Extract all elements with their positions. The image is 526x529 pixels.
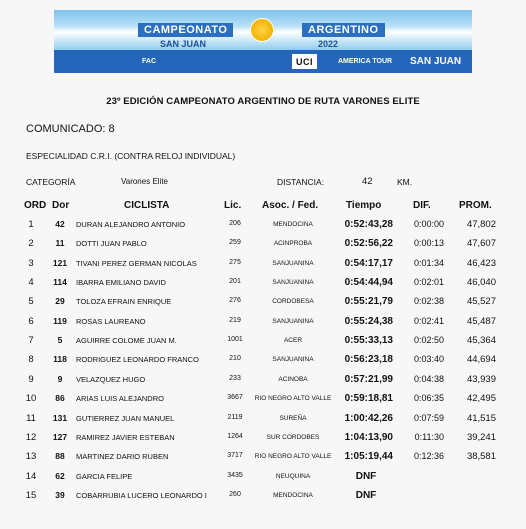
asoc-cell: ACINPROBA [273, 240, 313, 248]
prom-cell: 47,607 [466, 238, 496, 250]
ord-cell: 15 [25, 489, 37, 501]
asoc-cell: SUREÑA [279, 414, 307, 422]
dor-cell: 42 [55, 219, 65, 229]
dif-cell: 0:02:50 [413, 335, 444, 346]
ord-cell: 14 [25, 470, 37, 482]
tiempo-cell: 0:55:21,79 [344, 296, 393, 308]
table-row [0, 316, 526, 332]
header-ord: ORD [24, 200, 47, 211]
ord-cell: 1 [28, 219, 34, 230]
ciclista-cell: RODRIGUEZ LEONARDO FRANCO [76, 355, 199, 365]
lic-cell: 210 [229, 355, 241, 363]
prom-cell: 47,802 [466, 219, 496, 230]
header-lic: Lic. [224, 200, 242, 211]
ciclista-cell: DOTTI JUAN PABLO [76, 239, 147, 249]
asoc-cell: SUR CORDOBES [266, 433, 320, 441]
categoria-value: Varones Elite [121, 177, 168, 186]
ciclista-cell: RAMIREZ JAVIER ESTEBAN [76, 432, 175, 442]
ord-cell: 11 [26, 412, 36, 424]
lic-cell: 3435 [227, 471, 243, 479]
dif-cell: 0:06:35 [413, 393, 444, 404]
tiempo-cell: DNF [355, 470, 377, 482]
san-juan-logo: SAN JUAN [410, 56, 462, 67]
lic-cell: 3667 [227, 394, 243, 402]
header-prom: PROM. [459, 200, 492, 211]
comunicado-label: COMUNICADO: 8 [26, 123, 115, 135]
lic-cell: 1264 [227, 432, 243, 440]
ord-cell: 13 [25, 451, 37, 463]
prom-cell: 45,487 [466, 315, 496, 327]
tiempo-cell: 0:54:17,17 [344, 257, 393, 269]
ciclista-cell: DURAN ALEJANDRO ANTONIO [76, 220, 186, 229]
dor-cell: 127 [52, 431, 68, 442]
banner-subtitle-left: SAN JUAN [160, 39, 207, 49]
especialidad-label: ESPECIALIDAD C.R.I. (CONTRA RELOJ INDIVIDUAL) [26, 151, 236, 161]
prom-cell: 46,423 [466, 257, 496, 269]
dif-cell: 0:12:36 [413, 451, 444, 462]
ciclista-cell: AGUIRRE COLOME JUAN M. [76, 336, 177, 346]
tiempo-cell: 0:56:23,18 [344, 354, 393, 366]
asoc-cell: ACER [283, 337, 303, 345]
asoc-cell: RIO NEGRO ALTO VALLE [254, 453, 332, 461]
ciclista-cell: IBARRA EMILIANO DAVID [76, 278, 166, 288]
header-ciclista: CICLISTA [124, 200, 170, 211]
table-row [0, 413, 526, 429]
ord-cell: 7 [28, 335, 34, 347]
table-row [0, 277, 526, 293]
table-row [0, 490, 526, 506]
lic-cell: 206 [229, 220, 241, 227]
tiempo-cell: 1:04:13,90 [344, 431, 393, 443]
tiempo-cell: 0:54:44,94 [344, 277, 393, 289]
tiempo-cell: 0:55:33,13 [344, 335, 393, 347]
tiempo-cell: 0:52:43,28 [344, 219, 393, 230]
header-dif: DIF. [413, 200, 431, 211]
tiempo-cell: 0:59:18,81 [344, 393, 393, 405]
header-asoc: Asoc. / Fed. [262, 200, 319, 211]
table-row [0, 393, 526, 409]
prom-cell: 38,581 [466, 451, 496, 463]
distancia-unit: KM. [397, 177, 413, 187]
prom-cell: 41,515 [466, 412, 496, 424]
dif-cell: 0:01:34 [413, 257, 444, 268]
lic-cell: 260 [229, 490, 241, 498]
dor-cell: 9 [57, 373, 63, 384]
ciclista-cell: ARIAS LUIS ALEJANDRO [76, 394, 164, 404]
dif-cell: 0:11:30 [414, 431, 444, 442]
ciclista-cell: ROSAS LAUREANO [76, 316, 146, 326]
dor-cell: 119 [53, 315, 67, 326]
lic-cell: 2119 [227, 413, 243, 421]
dor-cell: 29 [55, 296, 65, 307]
lic-cell: 275 [229, 258, 241, 266]
header-dor: Dor [52, 200, 70, 211]
asoc-cell: SANJUANINA [272, 259, 314, 267]
table-row [0, 258, 526, 274]
prom-cell: 42,495 [466, 393, 496, 405]
prom-cell: 46,040 [466, 277, 496, 289]
dif-cell: 0:02:38 [413, 296, 444, 307]
banner-title-right: ARGENTINO [302, 23, 385, 37]
ciclista-cell: COBARRUBIA LUCERO LEONARDO I [76, 490, 207, 500]
table-row [0, 354, 526, 370]
tiempo-cell: 0:52:56,22 [344, 238, 393, 250]
dif-cell: 0:03:40 [413, 354, 444, 365]
prom-cell: 43,939 [466, 373, 496, 385]
asoc-cell: SANJUANINA [272, 279, 314, 287]
lic-cell: 276 [229, 297, 241, 305]
prom-cell: 39,241 [466, 431, 496, 443]
ord-cell: 2 [28, 238, 34, 250]
table-row [0, 238, 526, 254]
prom-cell: 45,527 [466, 296, 496, 308]
ciclista-cell: TOLOZA EFRAIN ENRIQUE [76, 297, 172, 307]
dor-cell: 5 [57, 335, 63, 346]
america-tour-logo: AMERICA TOUR [338, 58, 393, 65]
ord-cell: 3 [28, 257, 34, 269]
table-row [0, 451, 526, 467]
dor-cell: 131 [52, 412, 68, 423]
table-row [0, 432, 526, 448]
distancia-value: 42 [362, 176, 373, 187]
dor-cell: 88 [55, 451, 65, 462]
lic-cell: 1001 [227, 336, 243, 344]
fac-logo: FAC [142, 58, 156, 65]
ciclista-cell: GARCIA FELIPE [76, 471, 133, 481]
dor-cell: 121 [52, 257, 68, 268]
uci-logo: UCI [292, 54, 317, 69]
lic-cell: 219 [229, 316, 241, 324]
dor-cell: 118 [53, 354, 67, 365]
ord-cell: 9 [28, 373, 34, 385]
table-row [0, 219, 526, 235]
lic-cell: 201 [229, 278, 241, 286]
prom-cell: 45,364 [466, 335, 496, 347]
tiempo-cell: DNF [355, 489, 377, 501]
dif-cell: 0:00:13 [413, 238, 444, 249]
table-row [0, 471, 526, 487]
tiempo-cell: 1:05:19,44 [344, 451, 393, 463]
asoc-cell: SANJUANINA [272, 317, 314, 325]
ciclista-cell: MARTINEZ DARIO RUBEN [76, 452, 169, 462]
dor-cell: 39 [55, 489, 65, 500]
asoc-cell: CORDOBESA [272, 298, 314, 306]
lic-cell: 3717 [227, 452, 243, 460]
header-tiempo: Tiempo [346, 200, 382, 211]
ord-cell: 6 [28, 315, 34, 327]
ord-cell: 10 [25, 393, 37, 405]
lic-cell: 259 [229, 239, 241, 247]
ciclista-cell: GUTIERREZ JUAN MANUEL [76, 413, 175, 423]
tiempo-cell: 0:55:24,38 [344, 315, 393, 327]
ciclista-cell: TIVANI PEREZ GERMAN NICOLAS [76, 258, 197, 268]
ord-cell: 8 [28, 354, 34, 366]
asoc-cell: RIO NEGRO ALTO VALLE [254, 395, 332, 403]
dif-cell: 0:07:59 [413, 412, 444, 423]
dif-cell: 0:00:00 [413, 219, 444, 229]
asoc-cell: NEUQUINA [275, 472, 311, 480]
dor-cell: 86 [55, 393, 65, 404]
dif-cell: 0:02:01 [413, 277, 444, 288]
table-row [0, 335, 526, 351]
sun-emblem-icon [250, 18, 274, 42]
asoc-cell: ACINOBA [278, 375, 308, 383]
tiempo-cell: 0:57:21,99 [344, 373, 393, 385]
tiempo-cell: 1:00:42,26 [344, 412, 393, 424]
ord-cell: 5 [28, 296, 34, 308]
banner-title-left: CAMPEONATO [138, 23, 233, 37]
distancia-label: DISTANCIA: [277, 177, 325, 187]
ord-cell: 4 [28, 277, 34, 289]
document-title: 23º EDICIÓN CAMPEONATO ARGENTINO DE RUTA VARONES ELITE [106, 96, 420, 107]
prom-cell: 44,694 [466, 354, 496, 366]
dif-cell: 0:04:38 [413, 373, 444, 384]
ciclista-cell: VELAZQUEZ HUGO [76, 374, 146, 384]
lic-cell: 233 [229, 374, 241, 382]
banner-subtitle-right: 2022 [318, 39, 339, 49]
asoc-cell: SANJUANINA [272, 356, 314, 364]
ord-cell: 12 [25, 431, 37, 443]
dor-cell: 62 [55, 470, 65, 481]
dif-cell: 0:02:41 [413, 315, 444, 326]
asoc-cell: MENDOCINA [273, 221, 313, 228]
dor-cell: 11 [55, 238, 65, 249]
table-row [0, 296, 526, 312]
asoc-cell: MENDOCINA [273, 491, 313, 499]
table-row [0, 374, 526, 390]
categoria-label: CATEGORÍA [26, 177, 76, 187]
dor-cell: 114 [53, 277, 67, 288]
event-banner [54, 10, 472, 73]
